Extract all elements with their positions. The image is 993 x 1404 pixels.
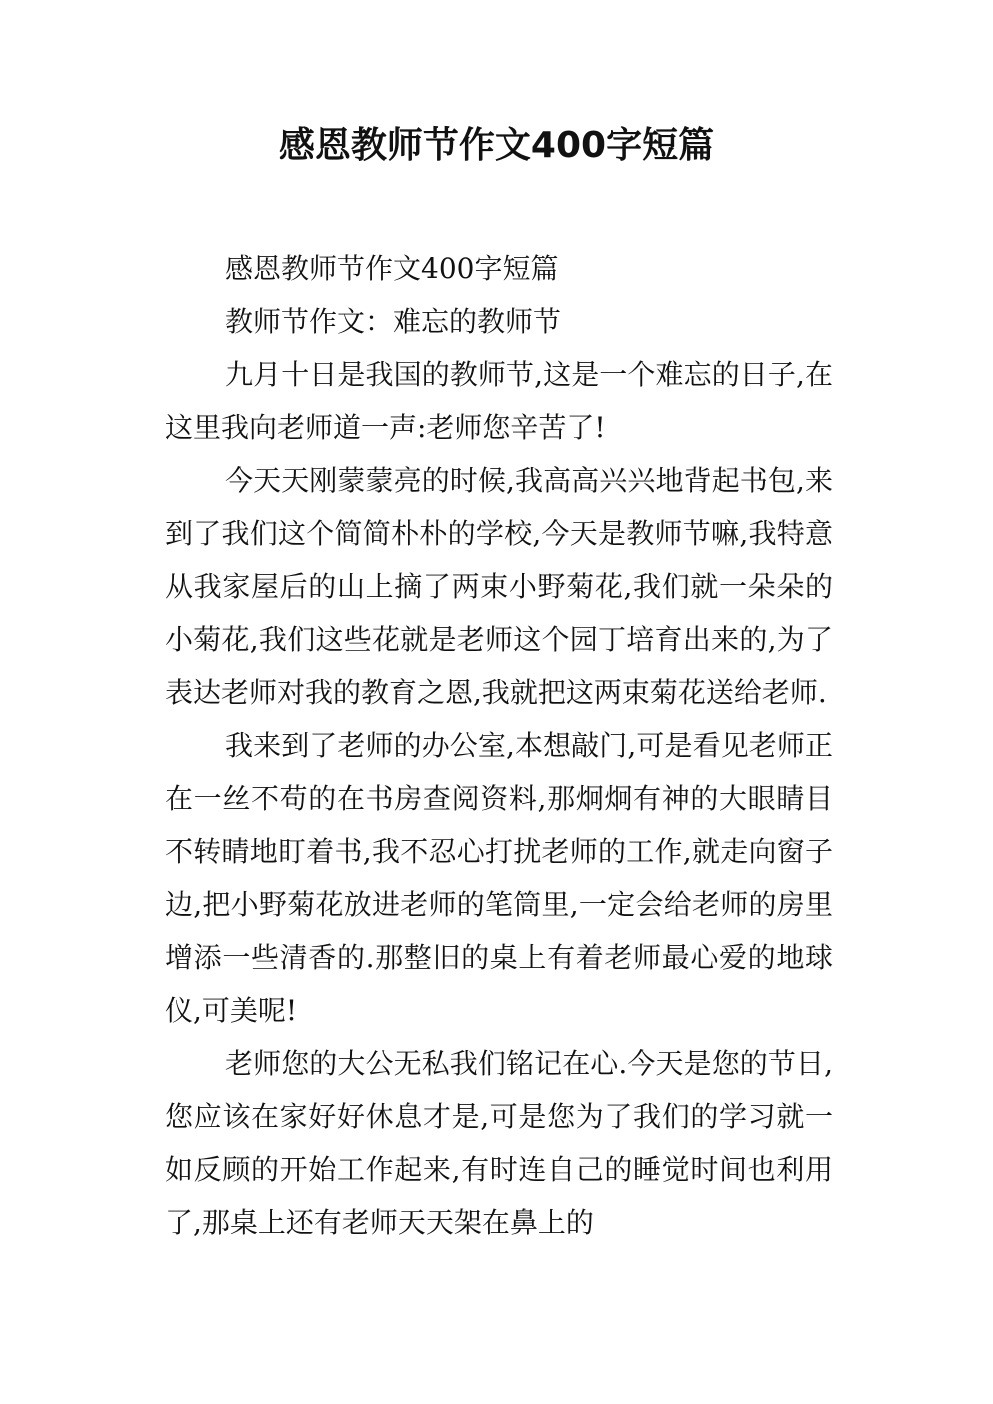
- paragraph: 今天天刚蒙蒙亮的时候,我高高兴兴地背起书包,来到了我们这个简简朴朴的学校,今天是教师节嘛,我特意从我家屋后的山上摘了两束小野菊花,我们就一朵朵的小菊花,我们这些花就是老师这个园丁培育出来的,为了表达老师对我的教育之恩,我就把这两束菊花送给老师.: [165, 464, 833, 709]
- paragraph: 我来到了老师的办公室,本想敲门,可是看见老师正在一丝不苟的在书房查阅资料,那炯炯有神的大眼睛目不转睛地盯着书,我不忍心打扰老师的工作,就走向窗子边,把小野菊花放进老师的笔筒里,一定会给老师的房里增添一些清香的.那整旧的桌上有着老师最心爱的地球仪,可美呢!: [165, 729, 833, 1027]
- paragraph: 老师您的大公无私我们铭记在心.今天是您的节日,您应该在家好好休息才是,可是您为了我们的学习就一如反顾的开始工作起来,有时连自己的睡觉时间也利用了,那桌上还有老师天天架在鼻上的: [165, 1047, 833, 1239]
- paragraph-essay-title: 教师节作文：难忘的教师节: [225, 305, 562, 338]
- paragraph: 九月十日是我国的教师节,这是一个难忘的日子,在这里我向老师道一声:老师您辛苦了!: [165, 358, 833, 444]
- paragraph-subtitle: 感恩教师节作文400字短篇: [225, 252, 559, 285]
- document-body: [165, 242, 833, 1249]
- document-title: 感恩教师节作文400字短篇: [278, 125, 715, 166]
